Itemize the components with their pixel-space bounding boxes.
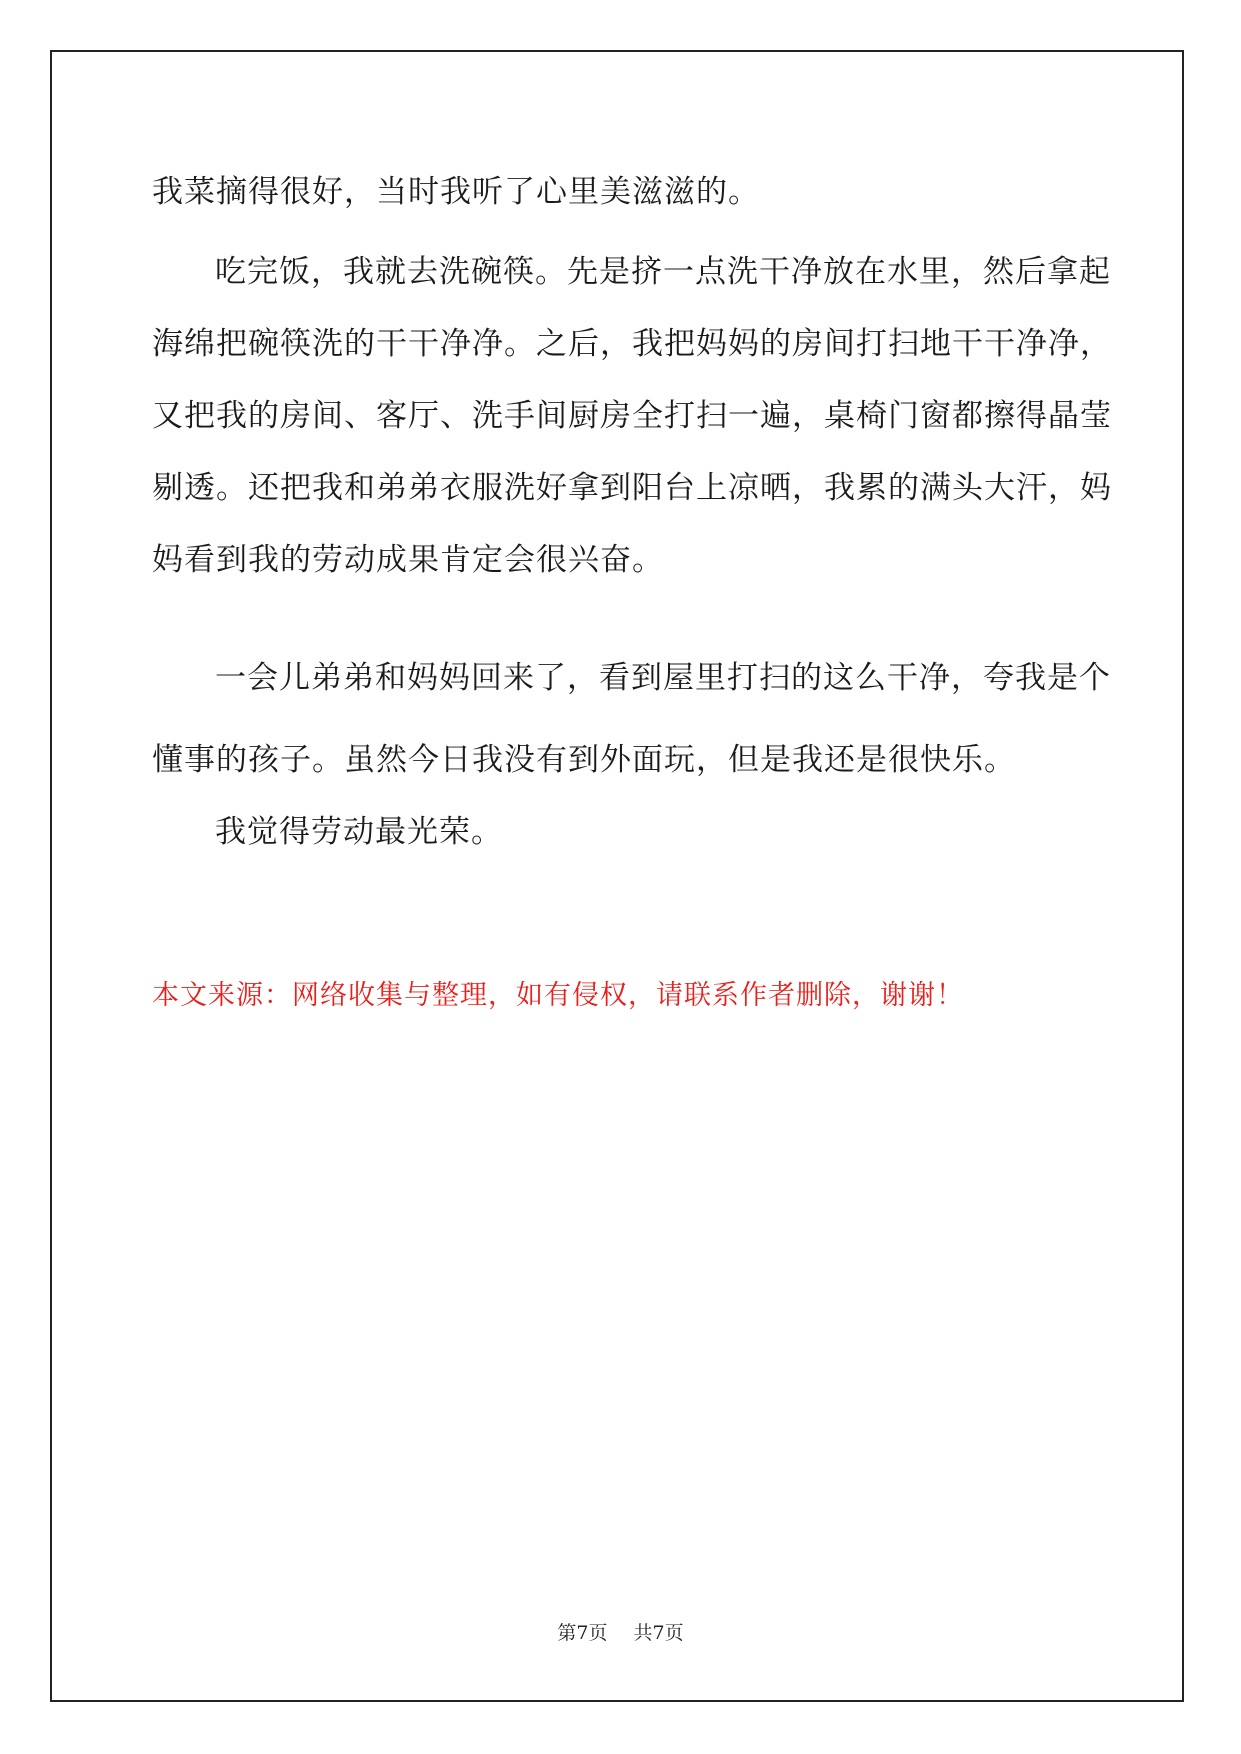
source-note: 本文来源：网络收集与整理，如有侵权，请联系作者删除，谢谢！ (152, 980, 964, 1011)
paragraph-3-line-1: 一会儿弟弟和妈妈回来了，看到屋里打扫的这么干净，夸我是个 (215, 660, 1111, 696)
page-border (50, 50, 1184, 1702)
paragraph-4-line-1: 我觉得劳动最光荣。 (215, 814, 503, 850)
current-page-number: 第7页 (557, 1622, 608, 1644)
paragraph-2-line-1: 吃完饭，我就去洗碗筷。先是挤一点洗干净放在水里，然后拿起 (215, 254, 1111, 290)
paragraph-2-line-4: 剔透。还把我和弟弟衣服洗好拿到阳台上凉晒，我累的满头大汗，妈 (152, 470, 1112, 506)
paragraph-3-line-2: 懂事的孩子。虽然今日我没有到外面玩，但是我还是很快乐。 (152, 742, 1016, 778)
total-pages: 共7页 (633, 1622, 684, 1644)
paragraph-2-line-3: 又把我的房间、客厅、洗手间厨房全打扫一遍，桌椅门窗都擦得晶莹 (152, 398, 1112, 434)
paragraph-1-line-1: 我菜摘得很好，当时我听了心里美滋滋的。 (152, 174, 760, 210)
paragraph-2-line-2: 海绵把碗筷洗的干干净净。之后，我把妈妈的房间打扫地干干净净， (152, 326, 1112, 362)
page-footer (0, 1618, 1241, 1645)
paragraph-2-line-5: 妈看到我的劳动成果肯定会很兴奋。 (152, 542, 664, 578)
